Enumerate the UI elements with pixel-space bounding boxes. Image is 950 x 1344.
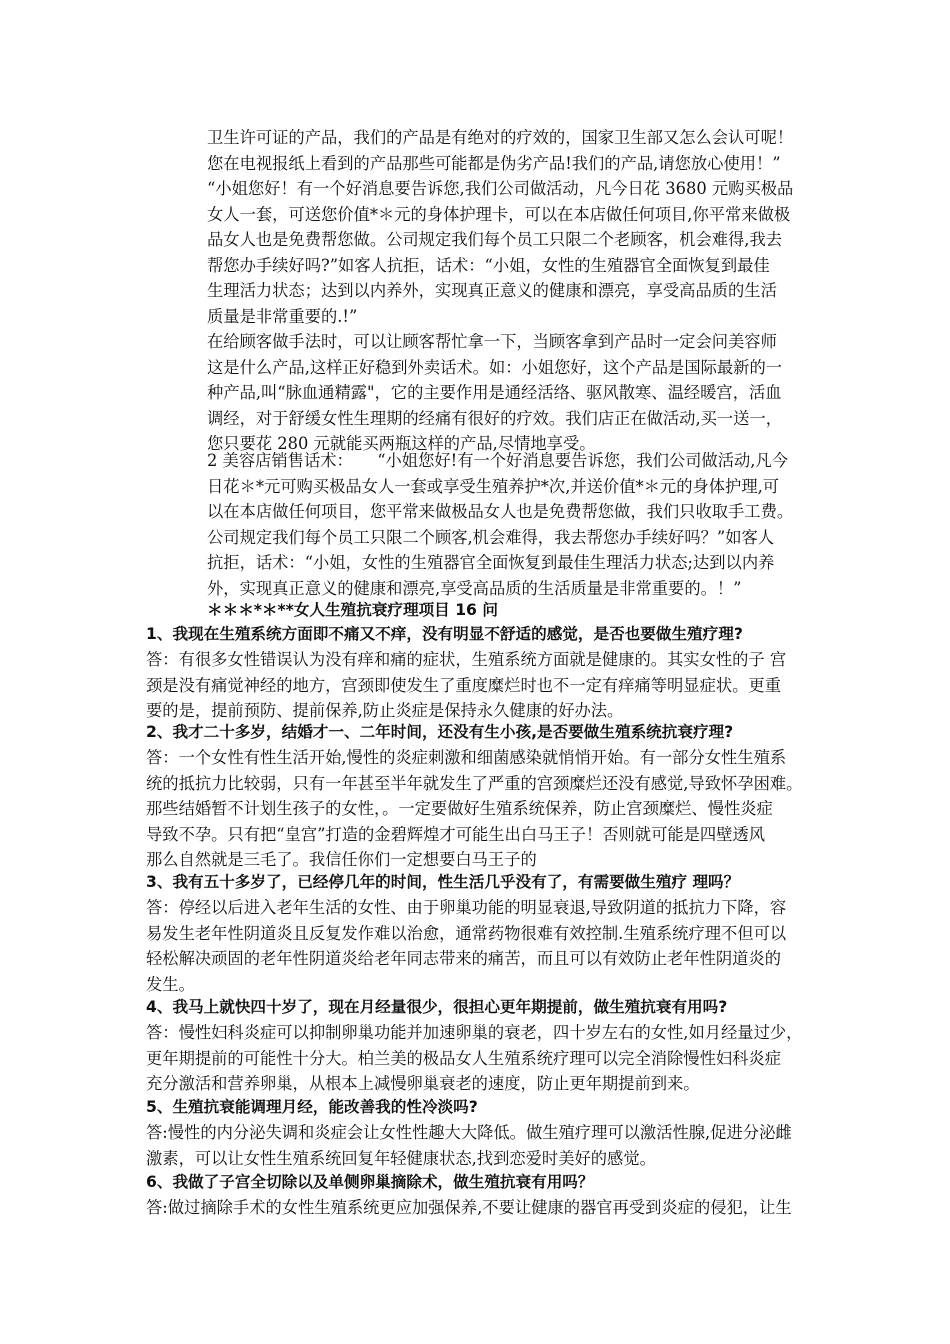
text-line: 质量是非常重要的.!” [207,306,358,326]
text-line: 卫生许可证的产品，我们的产品是有绝对的疗效的，国家卫生部又怎么会认可呢！ [207,128,794,147]
paragraph-salon-script [207,448,807,601]
text-line: 生理活力状态；达到以内养外，实现真正意义的健康和漂亮，享受高品质的生活 [207,281,777,300]
text-line: 颈是没有痛觉神经的地方，宫颈即使发生了重度糜烂时也不一定有痒痛等明显症状。更重 [146,675,781,695]
text-line: 发生。 [146,974,195,994]
text-line: 那么自然就是三毛了。我信任你们一定想要白马王子的 [146,850,537,869]
text-line: 答:慢性的内分泌失调和炎症会让女性性趣大大降低。做生殖疗理可以激活性腺,促进分泌雌 [146,1123,792,1142]
text-line: 种产品,叫“脉血通精露"，它的主要作用是通经活络、驱风散寒、温经暖宫，活血 [207,383,782,402]
text-line: 那些结婚暂不计划生孩子的女性，。一定要做好生殖系统保养，防止宫颈糜烂、慢性炎症 [146,799,773,818]
text-line: 您在电视报纸上看到的产品那些可能都是伪劣产品!我们的产品,请您放心使用！” [207,153,781,173]
text-line: 轻松解决顽固的老年性阴道炎给老年同志带来的痛苦，而且可以有效防止老年性阴道炎的 [146,949,781,968]
text-line: 要的是，提前预防、提前保养,防止炎症是保持永久健康的好办法。 [146,701,624,720]
text-line: 激素，可以让女性生殖系统回复年轻健康状态,找到恋爱时美好的感觉。 [146,1148,656,1168]
text-line: 调经，对于舒缓女性生理期的经痛有很好的疗效。我们店正在做活动,买一送一， [207,408,783,428]
answer-5 [146,1120,810,1171]
paragraph-product-certification [207,125,807,176]
text-line: 答：一个女性有性生活开始,慢性的炎症刺激和细菌感染就悄悄开始。有一部分女性生殖系 [146,748,787,767]
text-line: 答:做过摘除手术的女性生殖系统更应加强保养,不要让健康的器官再受到炎症的侵犯，让生 [146,1198,792,1217]
question-5: 5、生殖抗衰能调理月经，能改善我的性冷淡吗? [146,1098,478,1116]
question-1: 1、我现在生殖系统方面即不痛又不痒，没有明显不舒适的感觉，是否也要做生殖疗理? [146,625,743,643]
text-line: 帮您办手续好吗?”如客人抗拒，话术：“小姐，女性的生殖器官全面恢复到最佳 [207,255,770,275]
question-3: 3、我有五十多岁了，已经停几年的时间，性生活几乎没有了，有需要做生殖疗 理吗？ [146,873,740,891]
text-line: 在给顾客做手法时，可以让顾客帮忙拿一下，当顾客拿到产品时一定会问美容师 [207,332,777,351]
text-line: 充分激活和营养卵巢，从根本上减慢卵巢衰老的速度，防止更年期提前到来。 [146,1074,700,1093]
answer-2 [146,745,810,873]
text-line: 外，实现真正意义的健康和漂亮,享受高品质的生活质量是非常重要的。！” [207,578,742,598]
answer-4 [146,1020,810,1097]
text-line: 您只要花 280 元就能买两瓶这样的产品,尽情地享受。 [207,434,596,453]
question-4: 4、我马上就快四十岁了，现在月经量很少，很担心更年期提前，做生殖抗衰有用吗? [146,998,728,1016]
text-line: 导致不孕。只有把“皇宫”打造的金碧辉煌才可能生出白马王子！否则就可能是四壁透风 [146,824,766,844]
text-line: 品女人也是免费帮您做。公司规定我们每个员工只限二个老顾客，机会难得,我去 [207,230,783,249]
question-2: 2、我才二十多岁，结婚才一、二年时间，还没有生小孩,是否要做生殖系统抗衰疗理? [146,723,734,741]
question-6: 6、我做了子宫全切除以及单侧卵巢摘除术，做生殖抗衰有用吗？ [146,1173,594,1191]
text-line: 答：停经以后进入老年生活的女性、由于卵巢功能的明显衰退,导致阴道的抵抗力下降，容 [146,898,787,917]
text-line: 更年期提前的可能性十分大。柏兰美的极品女人生殖系统疗理可以完全消除慢性妇科炎症 [146,1048,781,1068]
answer-1 [146,647,810,724]
answer-6 [146,1195,810,1221]
paragraph-promotion-script [207,176,807,329]
text-line: 以在本店做任何项目，您平常来做极品女人也是免费帮您做，我们只收取手工费。 [207,502,794,521]
text-line: 日花＊*元可购买极品女人一套或享受生殖养护*次,并送价值*＊元的身体护理,可 [207,476,780,496]
text-line: 2 美容店销售话术： “小姐您好!有一个好消息要告诉您，我们公司做活动,凡今 [207,451,788,470]
text-line: 答：慢性妇科炎症可以抑制卵巢功能并加速卵巢的衰老，四十岁左右的女性,如月经量过少， [146,1023,803,1042]
paragraph-sales-technique [207,329,807,457]
text-line: 答：有很多女性错误认为没有痒和痛的症状，生殖系统方面就是健康的。其实女性的子 宫 [146,650,787,669]
text-line: 这是什么产品,这样正好稳到外卖话术。如：小姐您好，这个产品是国际最新的一 [207,357,783,377]
text-line: “小姐您好！有一个好消息要告诉您,我们公司做活动，凡今日花 3680 元购买极品 [207,179,794,198]
section-title: ＊＊＊*＊**女人生殖抗衰疗理项目 16 问 [207,601,498,619]
answer-3 [146,895,810,997]
text-line: 统的抵抗力比较弱，只有一年甚至半年就发生了严重的宫颈糜烂还没有感觉,导致怀孕困难。 [146,773,803,793]
text-line: 易发生老年性阴道炎且反复发作难以治愈，通常药物很难有效控制.生殖系统疗理不但可以 [146,923,787,943]
text-line: 公司规定我们每个员工只限二个顾客,机会难得，我去帮您办手续好吗？”如客人 [207,527,775,547]
text-line: 抗拒，话术：“小姐，女性的生殖器官全面恢复到最佳生理活力状态;达到以内养 [207,553,775,572]
text-line: 女人一套，可送您价值*＊元的身体护理卡，可以在本店做任何项目,你平常来做极 [207,204,791,224]
